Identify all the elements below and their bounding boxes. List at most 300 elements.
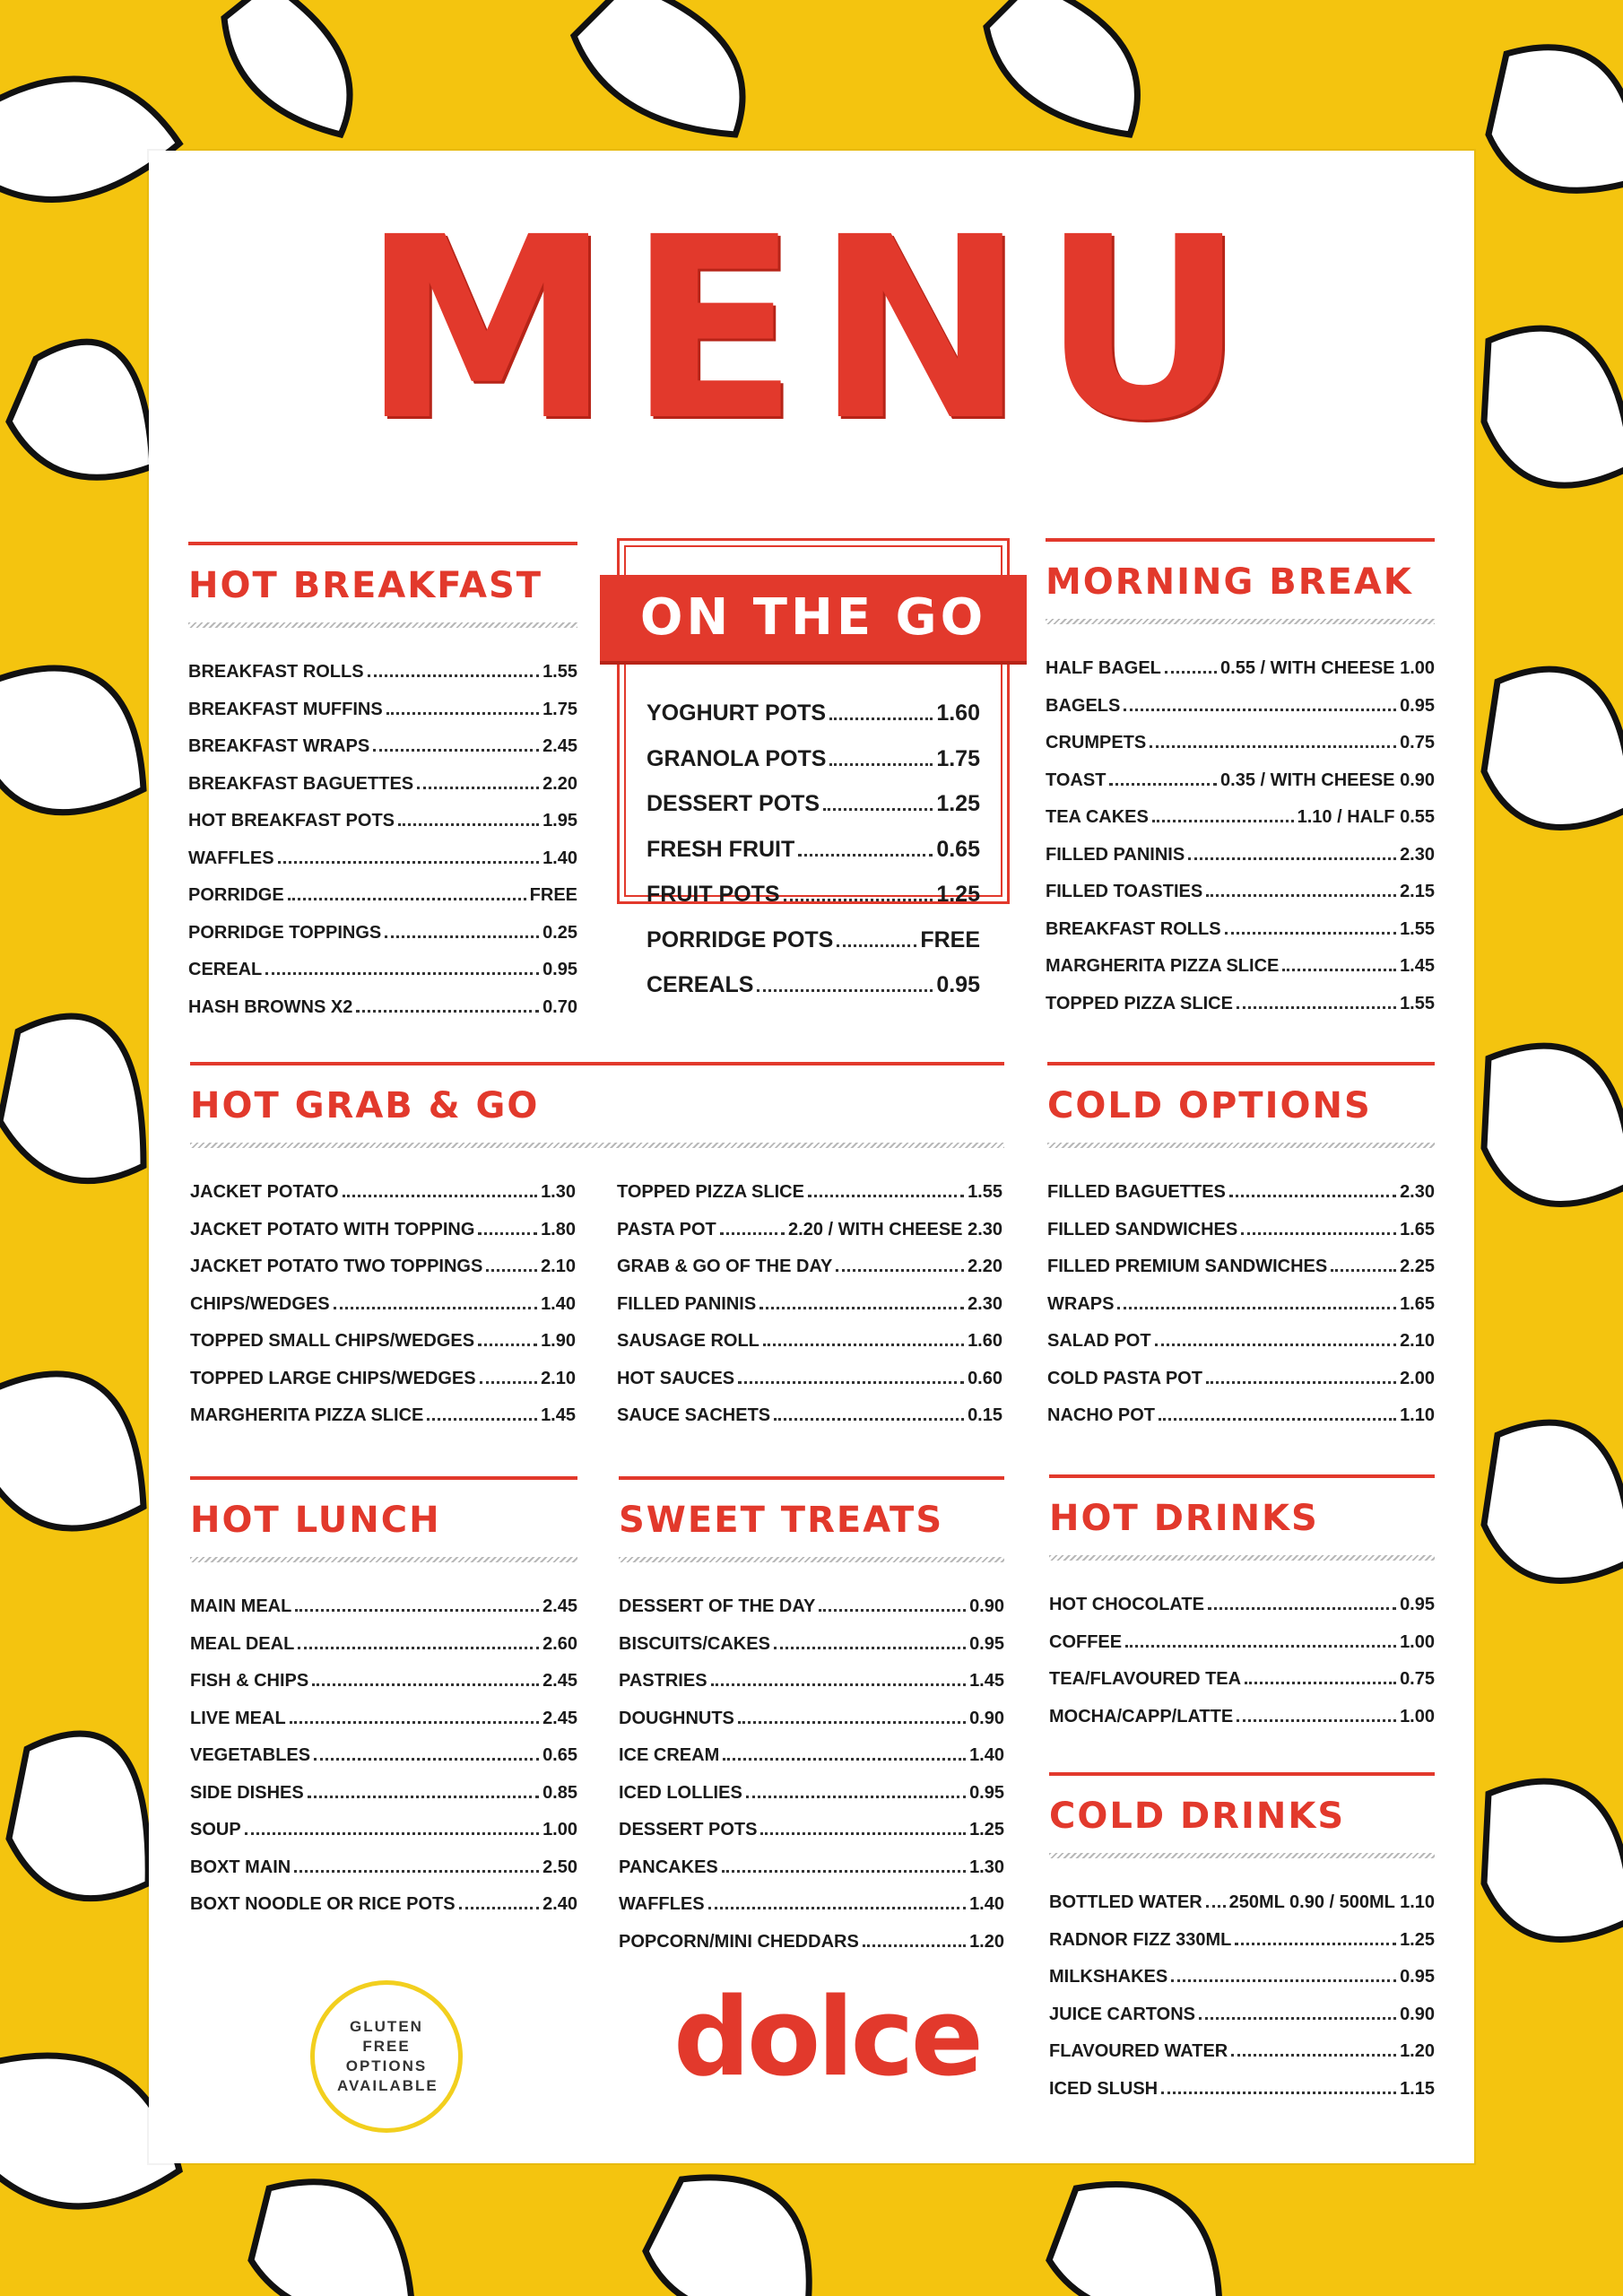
item-name: CEREALS: [647, 972, 754, 997]
dot-leader: [763, 1331, 964, 1346]
item-price: 0.85: [542, 1782, 577, 1803]
menu-item: [188, 960, 577, 997]
item-price: 0.95: [1400, 1595, 1435, 1614]
item-list: [190, 1596, 577, 1932]
item-name: FILLED PANINIS: [617, 1293, 757, 1314]
dot-leader: [265, 960, 539, 975]
menu-item: [1046, 696, 1435, 734]
dot-leader: [819, 1596, 966, 1612]
item-price: 1.25: [936, 791, 980, 816]
section-morning-break: [1046, 538, 1435, 1031]
menu-item: [188, 662, 577, 700]
item-name: CRUMPETS: [1046, 733, 1147, 752]
menu-item: [619, 1709, 1004, 1746]
item-name: POPCORN/MINI CHEDDARS: [619, 1931, 859, 1952]
item-price: 2.60: [542, 1633, 577, 1654]
dot-leader: [334, 1294, 537, 1309]
item-price: 1.95: [542, 811, 577, 831]
item-price: 0.75: [1400, 733, 1435, 752]
menu-item: [1046, 658, 1435, 696]
item-name: SAUSAGE ROLL: [617, 1331, 759, 1351]
menu-item: [647, 882, 980, 927]
dot-leader: [314, 1745, 539, 1761]
dot-leader: [398, 811, 539, 826]
item-price: 0.35 / WITH CHEESE 0.90: [1220, 770, 1435, 790]
menu-item: [1049, 1595, 1435, 1632]
dot-leader: [757, 977, 933, 992]
menu-item: [617, 1331, 1002, 1369]
item-name: MILKSHAKES: [1049, 1967, 1168, 1987]
menu-item: [619, 1634, 1004, 1672]
item-list: [1047, 1182, 1435, 1443]
item-price: 0.95: [969, 1633, 1004, 1654]
item-name: FILLED SANDWICHES: [1047, 1219, 1238, 1239]
menu-item: [190, 1783, 577, 1821]
menu-item: [1047, 1331, 1435, 1369]
dot-leader: [298, 1634, 539, 1649]
gluten-free-badge: [310, 1980, 463, 2133]
menu-item: [190, 1709, 577, 1746]
menu-item: [619, 1894, 1004, 1932]
on-the-go-banner: ON THE GO: [600, 575, 1027, 661]
section-title: COLD DRINKS: [1049, 1796, 1346, 1837]
item-price: 1.30: [541, 1182, 576, 1202]
section-hot-drinks: [1049, 1474, 1435, 1744]
item-name: FLAVOURED WATER: [1049, 2041, 1228, 2061]
menu-item: [619, 1857, 1004, 1895]
dot-leader: [1208, 1595, 1396, 1610]
menu-item: [1047, 1294, 1435, 1332]
dot-leader: [373, 736, 539, 752]
dot-leader: [837, 932, 916, 947]
menu-item: [190, 1894, 577, 1932]
item-name: BREAKFAST WRAPS: [188, 736, 370, 756]
menu-item: [1049, 1707, 1435, 1744]
logo-text: dolce: [673, 1976, 980, 2100]
section-cold-drinks: [1049, 1772, 1435, 2116]
menu-item: [619, 1596, 1004, 1634]
menu-item: [190, 1857, 577, 1895]
item-name: DESSERT POTS: [647, 791, 820, 816]
item-name: WRAPS: [1047, 1293, 1115, 1314]
item-name: PASTA POT: [617, 1219, 716, 1239]
item-price: 0.95: [1400, 695, 1435, 716]
item-name: ICED LOLLIES: [619, 1782, 742, 1803]
dot-leader: [356, 997, 539, 1013]
item-name: GRAB & GO OF THE DAY: [617, 1257, 833, 1276]
item-list: [617, 1182, 1002, 1443]
dot-leader: [1159, 1405, 1396, 1421]
item-price: 2.15: [1400, 882, 1435, 901]
item-price: 0.95: [969, 1782, 1004, 1803]
dot-leader: [746, 1783, 966, 1798]
item-price: 1.45: [541, 1405, 576, 1425]
item-name: DOUGHNUTS: [619, 1708, 734, 1728]
item-name: FRESH FRUIT: [647, 836, 795, 862]
menu-item: [190, 1182, 576, 1220]
item-list: [190, 1182, 576, 1443]
item-price: 1.55: [1400, 993, 1435, 1013]
dot-leader: [1152, 807, 1294, 822]
item-price: 0.95: [936, 972, 980, 997]
dot-leader: [1155, 1331, 1397, 1346]
item-list: [647, 700, 980, 1018]
dot-leader: [368, 662, 540, 677]
item-price: 1.10: [1400, 1405, 1435, 1425]
item-name: SOUP: [190, 1820, 241, 1839]
dot-leader: [1206, 1892, 1226, 1908]
item-name: TOAST: [1046, 770, 1107, 790]
dot-leader: [290, 1709, 539, 1724]
item-name: BOXT NOODLE OR RICE POTS: [190, 1894, 456, 1914]
menu-item: [619, 1932, 1004, 1970]
item-price: 1.55: [542, 662, 577, 682]
item-price: 0.60: [968, 1368, 1002, 1388]
menu-item: [619, 1745, 1004, 1783]
section-header: [1049, 1474, 1435, 1561]
item-price: 1.00: [1400, 1706, 1435, 1726]
item-name: JACKET POTATO: [190, 1182, 339, 1202]
item-price: 1.55: [968, 1182, 1002, 1202]
menu-item: [1046, 919, 1435, 957]
item-name: JACKET POTATO WITH TOPPING: [190, 1219, 475, 1239]
item-name: MEAL DEAL: [190, 1633, 295, 1654]
menu-item: [188, 736, 577, 774]
dot-leader: [774, 1634, 966, 1649]
menu-item: [188, 848, 577, 886]
item-list: [1049, 1595, 1435, 1744]
dot-leader: [1231, 2041, 1396, 2057]
dot-leader: [288, 885, 526, 900]
dot-leader: [1245, 1669, 1396, 1684]
section-title: HOT BREAKFAST: [188, 565, 543, 606]
dot-leader: [1229, 1182, 1396, 1197]
item-name: MARGHERITA PIZZA SLICE: [190, 1405, 424, 1425]
item-price: 2.40: [542, 1894, 577, 1914]
item-price: 2.45: [542, 736, 577, 756]
item-price: 2.20: [968, 1257, 1002, 1276]
menu-item: [190, 1820, 577, 1857]
section-sweet-treats: [619, 1476, 1004, 1969]
dot-leader: [1117, 1294, 1396, 1309]
item-name: JUICE CARTONS: [1049, 2004, 1195, 2024]
item-price: 1.25: [1400, 1929, 1435, 1950]
item-name: FILLED TOASTIES: [1046, 882, 1203, 901]
menu-item: [190, 1405, 576, 1443]
menu-item: [647, 927, 980, 973]
section-title: SWEET TREATS: [619, 1500, 944, 1541]
item-name: WAFFLES: [619, 1894, 705, 1914]
menu-item: [617, 1257, 1002, 1294]
dot-leader: [1225, 919, 1397, 935]
dot-leader: [1282, 956, 1396, 971]
menu-panel: [149, 151, 1474, 2163]
item-price: 1.60: [968, 1331, 1002, 1351]
dot-leader: [294, 1857, 539, 1873]
item-price: 0.90: [969, 1708, 1004, 1728]
section-hot-breakfast: [188, 542, 577, 1034]
item-price: 250ML 0.90 / 500ML 1.10: [1228, 1892, 1435, 1912]
item-name: DESSERT OF THE DAY: [619, 1596, 816, 1616]
item-name: BREAKFAST MUFFINS: [188, 699, 383, 719]
section-hot-grab-go: [190, 1062, 1004, 1443]
item-name: COLD PASTA POT: [1047, 1368, 1202, 1388]
menu-item: [1047, 1369, 1435, 1406]
item-name: ICED SLUSH: [1049, 2078, 1159, 2099]
item-price: 0.25: [542, 922, 577, 943]
menu-item: [1046, 845, 1435, 883]
item-name: HOT CHOCOLATE: [1049, 1595, 1204, 1614]
menu-item: [188, 774, 577, 812]
item-price: 1.75: [936, 745, 980, 771]
item-price: 2.20 / WITH CHEESE 2.30: [788, 1219, 1002, 1239]
item-price: 0.90: [1400, 2004, 1435, 2024]
item-name: PORRIDGE POTS: [647, 926, 834, 952]
dot-leader: [1206, 882, 1396, 897]
menu-item: [1049, 2079, 1435, 2117]
dot-leader: [478, 1331, 537, 1346]
item-price: 2.30: [968, 1293, 1002, 1314]
item-name: TOPPED PIZZA SLICE: [617, 1182, 804, 1202]
section-header: [190, 1476, 577, 1562]
dot-leader: [1331, 1257, 1396, 1272]
dot-leader: [1125, 1632, 1396, 1648]
item-name: SAUCE SACHETS: [617, 1405, 771, 1425]
section-header: [1046, 538, 1435, 624]
dot-leader: [312, 1671, 539, 1686]
section-on-the-go: [617, 538, 1010, 997]
dot-leader: [738, 1369, 964, 1384]
menu-item: [1047, 1257, 1435, 1294]
menu-item: [1049, 2005, 1435, 2042]
item-list: [619, 1596, 1004, 1969]
dot-leader: [722, 1857, 966, 1873]
item-price: 1.90: [541, 1331, 576, 1351]
menu-item: [190, 1331, 576, 1369]
item-name: BREAKFAST ROLLS: [1046, 918, 1221, 939]
item-price: 1.65: [1400, 1293, 1435, 1314]
dot-leader: [295, 1596, 539, 1612]
dot-leader: [836, 1257, 964, 1272]
dot-leader: [708, 1894, 967, 1909]
dot-leader: [1235, 1930, 1396, 1945]
section-title: COLD OPTIONS: [1047, 1085, 1372, 1126]
menu-item: [619, 1820, 1004, 1857]
menu-title: MENU: [361, 184, 1262, 476]
menu-item: [617, 1220, 1002, 1257]
item-list: [1049, 1892, 1435, 2116]
dot-leader: [386, 700, 539, 715]
item-name: ICE CREAM: [619, 1745, 720, 1765]
menu-item: [1049, 1967, 1435, 2005]
section-title: MORNING BREAK: [1046, 561, 1413, 603]
item-name: TOPPED SMALL CHIPS/WEDGES: [190, 1331, 475, 1351]
menu-item: [1049, 1669, 1435, 1707]
item-name: PORRIDGE TOPPINGS: [188, 922, 382, 943]
dot-leader: [1165, 658, 1217, 674]
section-header: [1047, 1062, 1435, 1148]
item-name: BREAKFAST ROLLS: [188, 662, 364, 682]
menu-item: [617, 1182, 1002, 1220]
item-price: 2.10: [541, 1257, 576, 1276]
menu-item: [1049, 2041, 1435, 2079]
item-price: 1.00: [1400, 1631, 1435, 1652]
item-name: BOTTLED WATER: [1049, 1892, 1202, 1912]
item-price: 1.45: [1400, 956, 1435, 976]
item-name: DESSERT POTS: [619, 1820, 758, 1839]
menu-item: [190, 1220, 576, 1257]
dot-leader: [459, 1894, 539, 1909]
item-name: BOXT MAIN: [190, 1857, 291, 1877]
menu-item: [619, 1783, 1004, 1821]
item-list: [1046, 658, 1435, 1031]
dot-leader: [1206, 1369, 1396, 1384]
item-price: 1.55: [1400, 918, 1435, 939]
section-title: HOT LUNCH: [190, 1500, 441, 1541]
item-price: 1.80: [541, 1219, 576, 1239]
item-list: [188, 662, 577, 1034]
item-name: YOGHURT POTS: [647, 700, 827, 726]
menu-item: [1047, 1182, 1435, 1220]
dot-leader: [308, 1783, 539, 1798]
dot-leader: [823, 796, 933, 811]
item-name: FILLED PANINIS: [1046, 844, 1185, 865]
item-name: CHIPS/WEDGES: [190, 1293, 330, 1314]
dot-leader: [829, 751, 933, 766]
menu-item: [1049, 1930, 1435, 1968]
dot-leader: [738, 1709, 966, 1724]
item-name: HALF BAGEL: [1046, 658, 1161, 678]
dot-leader: [808, 1182, 964, 1197]
dot-leader: [829, 705, 933, 720]
menu-item: [190, 1634, 577, 1672]
item-name: JACKET POTATO TWO TOPPINGS: [190, 1257, 483, 1276]
item-name: MARGHERITA PIZZA SLICE: [1046, 956, 1280, 976]
menu-item: [190, 1369, 576, 1406]
item-name: TEA CAKES: [1046, 807, 1149, 827]
item-price: 2.30: [1400, 1182, 1435, 1202]
menu-item: [188, 811, 577, 848]
item-price: 1.25: [969, 1820, 1004, 1839]
menu-item: [617, 1294, 1002, 1332]
item-name: FILLED PREMIUM SANDWICHES: [1047, 1257, 1328, 1276]
dot-leader: [478, 1220, 537, 1235]
item-name: TOPPED PIZZA SLICE: [1046, 993, 1233, 1013]
dot-leader: [417, 774, 539, 789]
item-price: 0.70: [542, 996, 577, 1017]
item-name: HOT SAUCES: [617, 1368, 735, 1388]
section-title: HOT DRINKS: [1049, 1498, 1319, 1539]
dot-leader: [1241, 1220, 1396, 1235]
item-price: 1.30: [969, 1857, 1004, 1877]
item-price: 1.75: [542, 699, 577, 719]
dot-leader: [1237, 994, 1396, 1009]
item-price: FREE: [529, 885, 577, 905]
dot-leader: [480, 1369, 537, 1384]
dot-leader: [1109, 770, 1217, 786]
dot-leader: [784, 886, 933, 901]
dot-leader: [245, 1820, 539, 1835]
dot-leader: [711, 1671, 967, 1686]
item-price: 2.25: [1400, 1257, 1435, 1276]
item-price: 1.20: [969, 1931, 1004, 1952]
section-header: [190, 1062, 1004, 1148]
item-price: 1.40: [969, 1894, 1004, 1914]
item-price: 0.55 / WITH CHEESE 1.00: [1220, 658, 1435, 678]
item-name: CEREAL: [188, 960, 263, 979]
dolce-logo: [665, 1976, 988, 2106]
menu-item: [1046, 733, 1435, 770]
item-price: 1.40: [969, 1745, 1004, 1765]
menu-item: [1047, 1220, 1435, 1257]
dot-leader: [343, 1182, 537, 1197]
dot-leader: [427, 1405, 537, 1421]
menu-item: [188, 997, 577, 1035]
menu-item: [647, 746, 980, 792]
item-name: BISCUITS/CAKES: [619, 1633, 770, 1654]
item-price: 2.50: [542, 1857, 577, 1877]
section-title: HOT GRAB & GO: [190, 1085, 540, 1126]
dot-leader: [760, 1820, 966, 1835]
item-name: TOPPED LARGE CHIPS/WEDGES: [190, 1368, 476, 1388]
item-price: 2.00: [1400, 1368, 1435, 1388]
item-price: 1.25: [936, 882, 980, 907]
dot-leader: [278, 848, 540, 864]
item-name: PORRIDGE: [188, 885, 284, 905]
menu-item: [1049, 1892, 1435, 1930]
menu-item: [619, 1671, 1004, 1709]
menu-item: [1047, 1405, 1435, 1443]
dot-leader: [1171, 1967, 1396, 1982]
section-header: [619, 1476, 1004, 1562]
item-name: SIDE DISHES: [190, 1782, 304, 1803]
menu-item: [188, 885, 577, 923]
item-price: 1.40: [541, 1293, 576, 1314]
menu-item: [1046, 770, 1435, 808]
menu-item: [617, 1405, 1002, 1443]
item-name: RADNOR FIZZ 330ML: [1049, 1929, 1232, 1950]
section-hot-lunch: [190, 1476, 577, 1932]
item-name: HOT BREAKFAST POTS: [188, 811, 395, 831]
item-name: FISH & CHIPS: [190, 1671, 309, 1691]
item-price: 0.65: [542, 1745, 577, 1765]
menu-item: [1046, 882, 1435, 919]
menu-item: [617, 1369, 1002, 1406]
item-name: LIVE MEAL: [190, 1708, 286, 1728]
section-header: [188, 542, 577, 628]
menu-item: [190, 1294, 576, 1332]
item-name: GRANOLA POTS: [647, 745, 827, 771]
item-name: BAGELS: [1046, 695, 1121, 716]
item-price: 1.60: [936, 700, 980, 726]
item-name: WAFFLES: [188, 848, 274, 868]
item-name: COFFEE: [1049, 1631, 1123, 1652]
menu-item: [188, 700, 577, 737]
item-name: TEA/FLAVOURED TEA: [1049, 1669, 1242, 1689]
gluten-free-text: GLUTEN FREE OPTIONS AVAILABLE: [337, 2018, 438, 2094]
item-name: HASH BROWNS X2: [188, 996, 353, 1017]
dot-leader: [1237, 1707, 1396, 1722]
menu-item: [190, 1671, 577, 1709]
menu-item: [647, 837, 980, 883]
dot-leader: [774, 1405, 964, 1421]
dot-leader: [1199, 2005, 1396, 2020]
menu-item: [190, 1596, 577, 1634]
menu-item: [647, 791, 980, 837]
item-name: NACHO POT: [1047, 1405, 1155, 1425]
item-name: BREAKFAST BAGUETTES: [188, 773, 414, 794]
item-price: 1.00: [542, 1820, 577, 1839]
